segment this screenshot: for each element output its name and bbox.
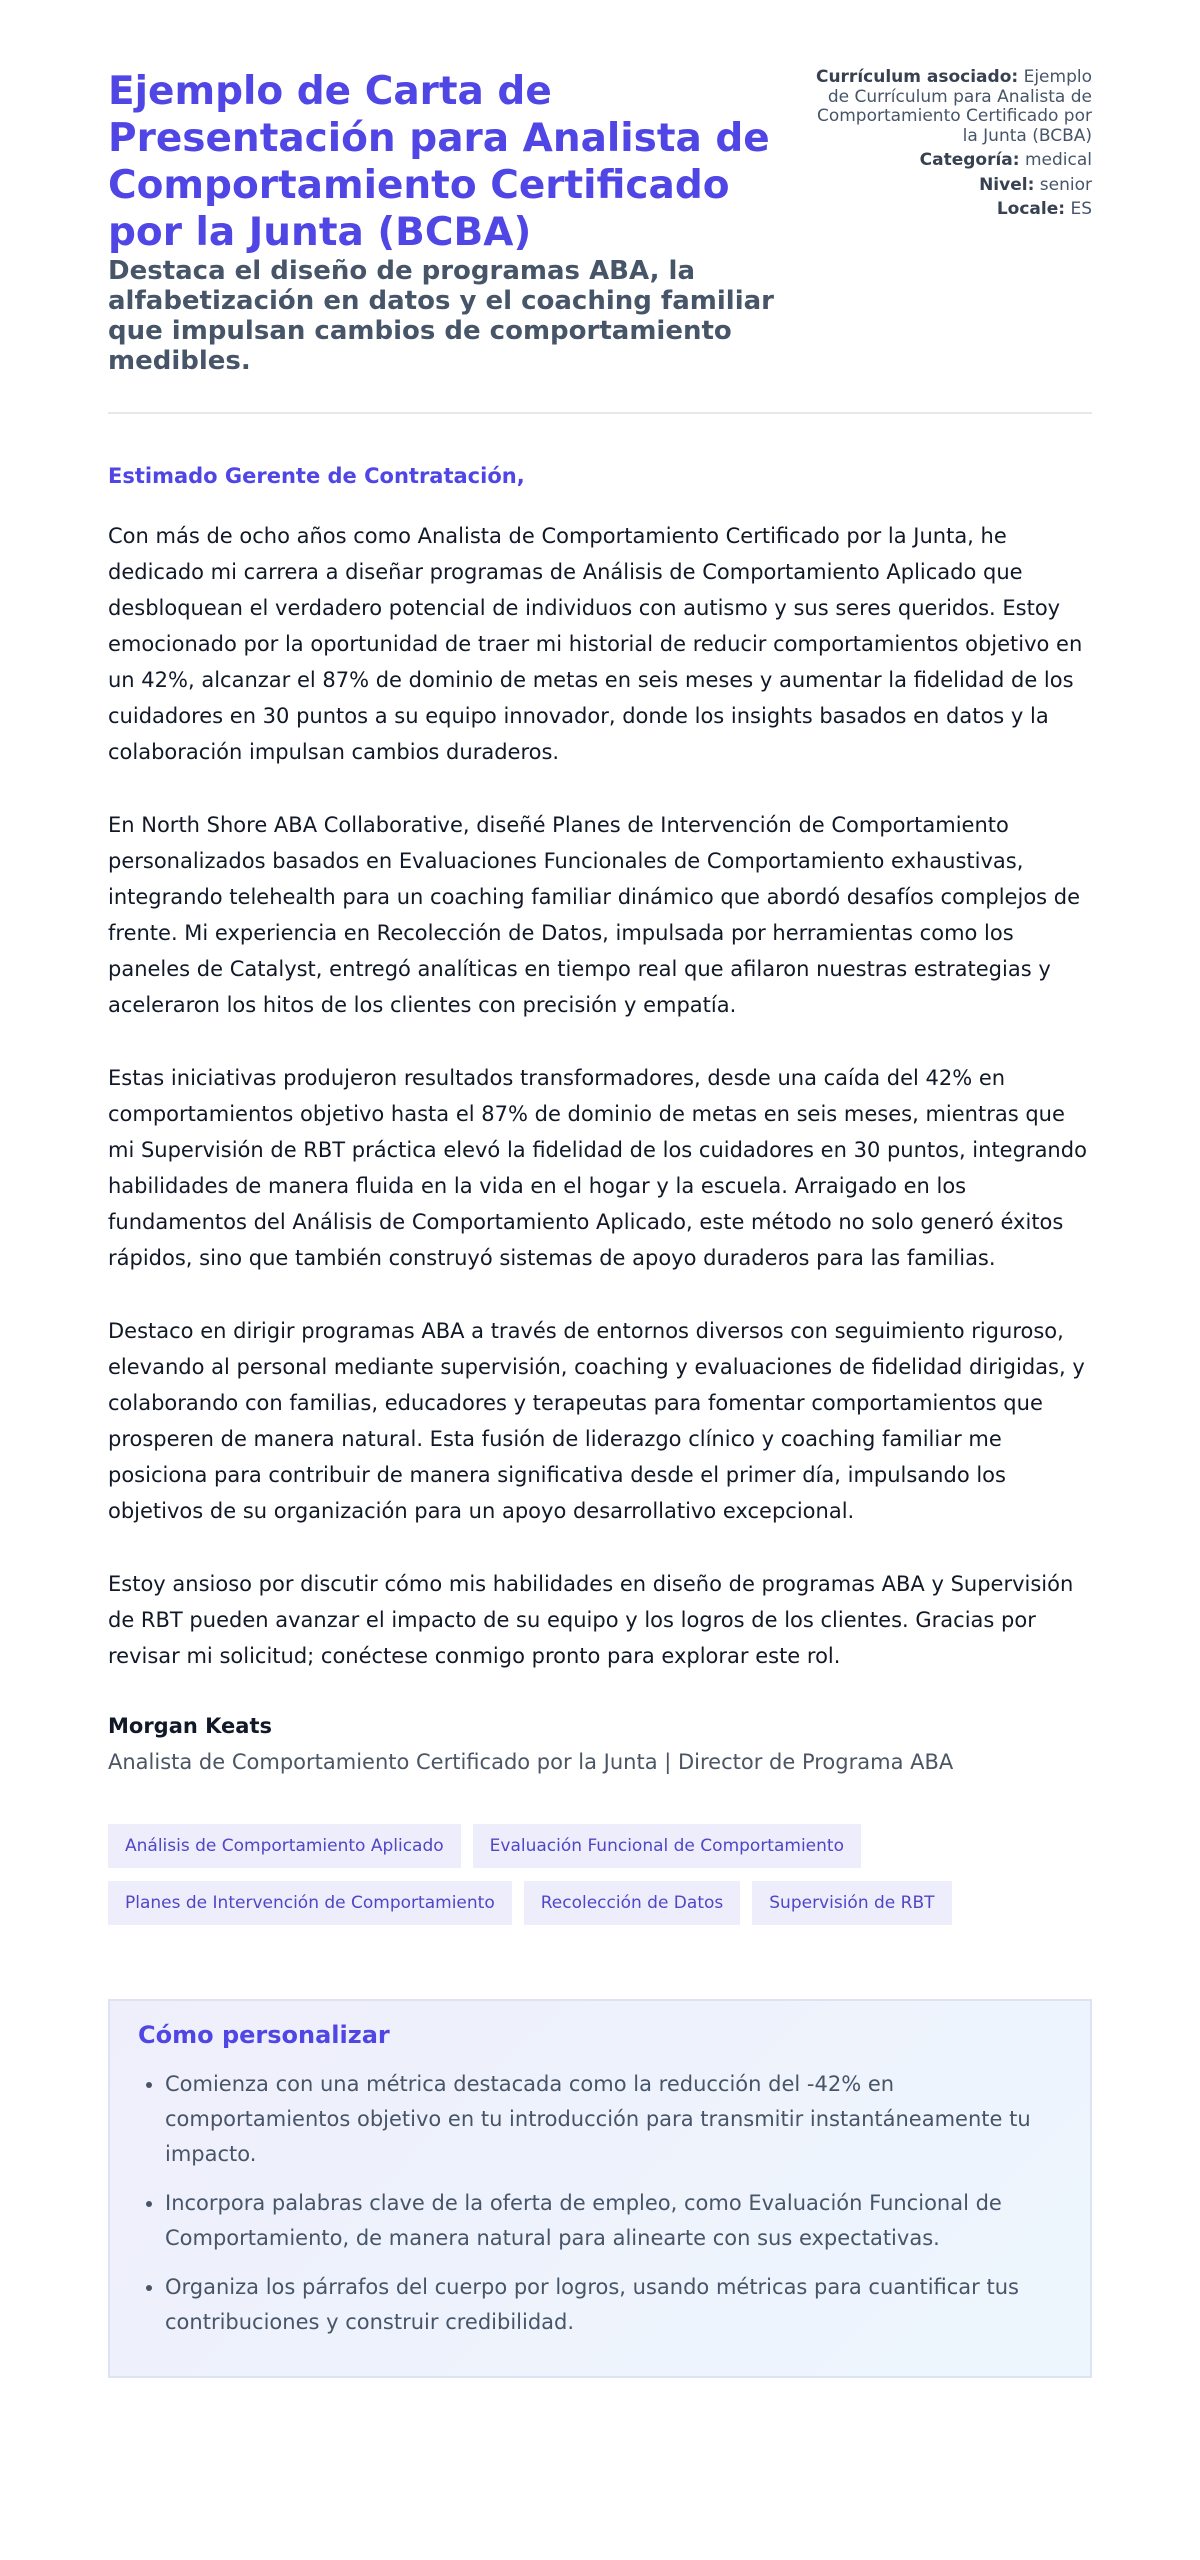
tip-item: • Organiza los párrafos del cuerpo por logros, usando métricas para cuantificar tus contribuciones y construir credibilidad.: [165, 2270, 1060, 2340]
letter-body: [108, 518, 1092, 1674]
paragraph: Estas iniciativas produjeron resultados transformadores, desde una caída del 42% en comportamientos objetivo hasta el 87% de dominio de metas en seis meses, mientras que mi Supervisión de RBT práctica elevó la fidelidad de los cuidadores en 30 puntos, integrando habilidades de manera fluida en la vida en el hogar y la escuela. Arraigado en los fundamentos del Análisis de Comportamiento Aplicado, este método no solo generó éxitos rápidos, sino que también construyó sistemas de apoyo duraderos para las familias.: [108, 1066, 1087, 1270]
meta-category: [802, 151, 1092, 171]
meta-level-value: senior: [1039, 174, 1092, 195]
skill-tag: Recolección de Datos: [524, 1881, 741, 1925]
tips-list: [138, 2067, 1060, 2340]
meta-level: [802, 176, 1092, 196]
customization-tips: [108, 1999, 1092, 2378]
greeting: Estimado Gerente de Contratación,: [108, 464, 525, 488]
meta-locale-value: ES: [1070, 199, 1092, 219]
page-subtitle: Destaca el diseño de programas ABA, la alfabetización en datos y el coaching familiar que impulsan cambios de comportamiento medibles.: [108, 256, 774, 376]
skill-tag: Planes de Intervención de Comportamiento: [108, 1881, 512, 1925]
meta-resume-label: Currículum asociado:: [815, 67, 1019, 87]
cover-letter-page: [108, 68, 1092, 2378]
skill-tag: Evaluación Funcional de Comportamiento: [473, 1824, 861, 1868]
paragraph: En North Shore ABA Collaborative, diseñé Planes de Intervención de Comportamiento personalizados basados en Evaluaciones Funcionales de Comportamiento exhaustivas, integrando telehealth para un coaching familiar dinámico que abordó desafíos complejos de frente. Mi experiencia en Recolección de Datos, impulsada por herramientas como los paneles de Catalyst, entregó analíticas en tiempo real que afilaron nuestras estrategias y aceleraron los hitos de los clientes con precisión y empatía.: [108, 813, 1081, 1017]
meta-resume: [802, 68, 1092, 146]
divider: [108, 412, 1092, 414]
signature-role: Analista de Comportamiento Certificado por la Junta | Director de Programa ABA: [108, 1750, 954, 1774]
title-block: [108, 68, 788, 376]
meta-panel: [802, 68, 1092, 225]
paragraph: Con más de ocho años como Analista de Comportamiento Certificado por la Junta, he dedicado mi carrera a diseñar programas de Análisis de Comportamiento Aplicado que desbloquean el verdadero potencial de individuos con autismo y sus seres queridos. Estoy emocionado por la oportunidad de traer mi historial de reducir comportamientos objetivo en un 42%, alcanzar el 87% de dominio de metas en seis meses y aumentar la fidelidad de los cuidadores en 30 puntos a su equipo innovador, donde los insights basados en datos y la colaboración impulsan cambios duraderos.: [108, 524, 1083, 764]
meta-locale: [802, 200, 1092, 220]
meta-level-label: Nivel:: [979, 174, 1035, 195]
meta-category-value: medical: [1024, 150, 1092, 170]
page-header: [108, 68, 1092, 376]
paragraph: Estoy ansioso por discutir cómo mis habilidades en diseño de programas ABA y Supervisión de RBT pueden avanzar el impacto de su equipo y los logros de los clientes. Gracias por revisar mi solicitud; conéctese conmigo pronto para explorar este rol.: [108, 1572, 1074, 1668]
meta-locale-label: Locale:: [996, 199, 1066, 219]
tips-title: Cómo personalizar: [138, 2021, 390, 2049]
paragraph: Destaco en dirigir programas ABA a través de entornos diversos con seguimiento riguroso, elevando al personal mediante supervisión, coaching y evaluaciones de fidelidad dirigidas, y colaborando con familias, educadores y terapeutas para fomentar comportamientos que prosperen de manera natural. Esta fusión de liderazgo clínico y coaching familiar me posiciona para contribuir de manera significativa desde el primer día, impulsando los objetivos de su organización para un apoyo desarrollativo excepcional.: [108, 1319, 1085, 1523]
skill-tag: Supervisión de RBT: [752, 1881, 951, 1925]
meta-resume-value: Ejemplo de Currículum para Analista de Comportamiento Certificado por la Junta (BCBA): [816, 67, 1092, 146]
skill-tag: Análisis de Comportamiento Aplicado: [108, 1824, 461, 1868]
tip-item: • Incorpora palabras clave de la oferta de empleo, como Evaluación Funcional de Comportamiento, de manera natural para alinearte con sus expectativas.: [165, 2186, 1060, 2256]
page-title: Ejemplo de Carta de Presentación para Analista de Comportamiento Certificado por la Junta (BCBA): [108, 69, 770, 255]
meta-category-label: Categoría:: [919, 150, 1020, 170]
skill-tags: [108, 1824, 1008, 1925]
tip-item: • Comienza con una métrica destacada como la reducción del -42% en comportamientos objetivo en tu introducción para transmitir instantáneamente tu impacto.: [165, 2067, 1060, 2172]
signature-name: Morgan Keats: [108, 1714, 273, 1738]
